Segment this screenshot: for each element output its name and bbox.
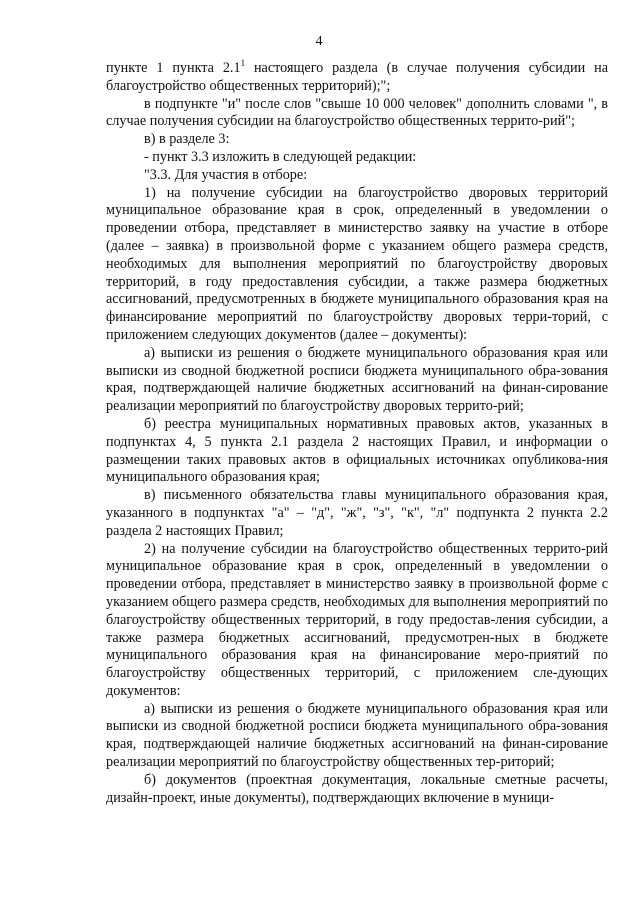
paragraph-point-3-3-intro: - пункт 3.3 изложить в следующей редакции: (144, 148, 417, 165)
superscript: 1 (240, 58, 246, 68)
paragraph-item-2-a: а) выписки из решения о бюджете муниципального образования края или выписки из сводной бюджетной росписи бюджета муниципального обра-зования края, подтверждающей наличие бюджетных ассигнований на финан-сирование реализации мероприятий по благоустройству общественных тер-риторий; (106, 700, 608, 771)
page-number: 4 (315, 34, 323, 49)
paragraph-amendment-i: в подпункте "и" после слов "свыше 10 000 человек" дополнить словами ", в случае получения субсидии на благоустройство общественных террито-рий"; (106, 95, 608, 130)
paragraph-point-3-3-heading: "3.3. Для участия в отборе: (144, 166, 308, 183)
text-before-superscript: пункте 1 пункта 2.1 (106, 60, 241, 76)
paragraph-item-1-b: б) реестра муниципальных нормативных правовых актов, указанных в подпунктах 4, 5 пункта 2.1 раздела 2 настоящих Правил, и информации о размещении таких правовых актов в официальных источниках опубликова-ния муниципального образования края; (106, 415, 608, 486)
paragraph-continuation (106, 60, 608, 96)
paragraph-item-1-v: в) письменного обязательства главы муниципального образования края, указанного в подпунктах "а" – "д", "ж", "з", "к", "л" подпункта 2 пункта 2.2 раздела 2 настоящих Правил; (106, 487, 608, 539)
paragraph-item-2-b: б) документов (проектная документация, локальные сметные расчеты, дизайн-проект, иные документы), подтверждающих включение в муници- (106, 771, 608, 806)
paragraph-item-1-a: а) выписки из решения о бюджете муниципального образования края или выписки из сводной бюджетной росписи бюджета муниципального обра-зования края, подтверждающей наличие бюджетных ассигнований на финан-сирование реализации мероприятий по благоустройству дворовых террито-рий; (106, 344, 608, 415)
text-after-superscript: настоящего раздела (в случае получения субсидии на благоустройство общественных территорий);"; (106, 60, 608, 94)
paragraph-section-3: в) в разделе 3: (144, 131, 230, 148)
paragraph-item-2: 2) на получение субсидии на благоустройство общественных террито-рий муниципальное образование края в срок, определенный в уведомлении о проведении отбора, представляет в министерство заявку в произвольной форме с указанием общего размера средств, необходимых для выполнения мероприятий по благоустройству общественных территорий, в году предостав-ления субсидии, а также размера бюджетных ассигнований, предусмотрен-ных в бюджете муниципального образования края на финансирование меро-приятий по благоустройству общественных территорий, с приложением сле-дующих документов: (106, 540, 608, 699)
document-body (106, 60, 608, 807)
paragraph-item-1: 1) на получение субсидии на благоустройство дворовых территорий муниципальное образование края в срок, определенный в уведомлении о проведении отбора, представляет в министерство заявку на участие в отборе (далее – заявка) в произвольной форме с указанием общего размера средств, необходимых для выполнения мероприятий по благоустройству дворовых территорий, в году предоставления субсидии, а также размера бюджетных ассигнований, предусмотренных в бюджете муниципального образования края на финансирование мероприятий по благоустройству дворовых терри-торий, с приложением следующих документов (далее – документы): (106, 184, 608, 343)
